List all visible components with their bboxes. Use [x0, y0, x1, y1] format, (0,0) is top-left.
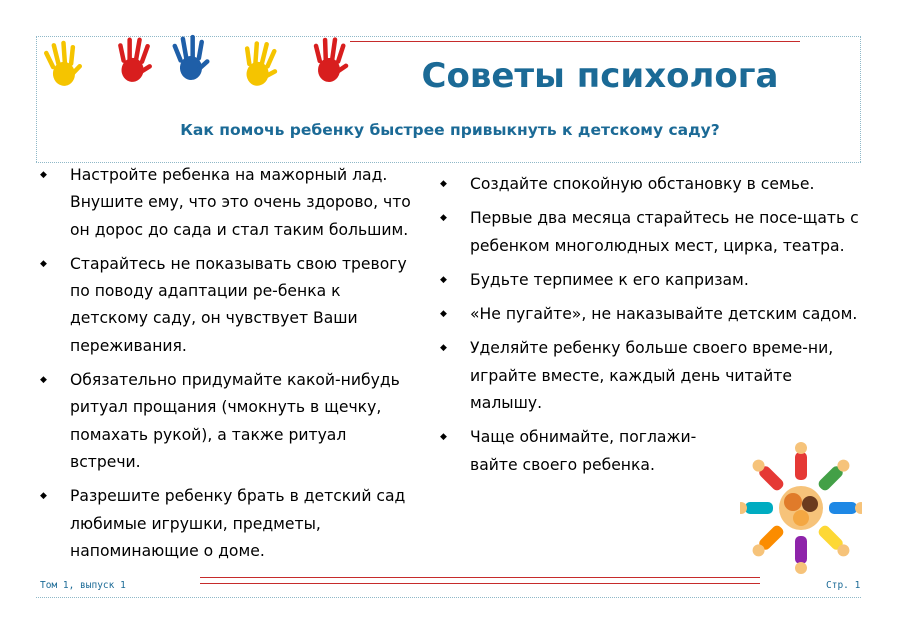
handprint-icon: [238, 38, 283, 89]
list-item: ◆ Первые два месяца старайтесь не посе-щать с ребенком многолюдных мест, цирка, театра.: [438, 205, 868, 260]
handprint-icon: [42, 38, 85, 88]
handprint-icon: [114, 35, 156, 84]
list-item: ◆ Настройте ребенка на мажорный лад. Внушите ему, что это очень здорово, что он дорос до сада и стал таким большим.: [38, 162, 418, 244]
bullet-diamond-icon: ◆: [440, 343, 447, 354]
frame-right-border: [860, 36, 861, 162]
bullet-diamond-icon: ◆: [440, 213, 447, 224]
kids-circle-icon: [740, 436, 862, 574]
bullet-diamond-icon: ◆: [440, 432, 447, 443]
bullet-diamond-icon: ◆: [40, 375, 47, 386]
list-item: ◆ «Не пугайте», не наказывайте детским садом.: [438, 301, 868, 328]
list-item: ◆ Уделяйте ребенку больше своего време-ни, играйте вместе, каждый день читайте малышу.: [438, 335, 868, 417]
left-advice-list: [38, 162, 418, 572]
header-red-rule: [350, 41, 800, 42]
handprint-icon: [171, 34, 211, 82]
bullet-diamond-icon: ◆: [40, 491, 47, 502]
frame-bottom-border: [36, 597, 861, 598]
list-item: ◆ Разрешите ребенку брать в детский сад любимые игрушки, предметы, напоминающие о доме.: [38, 483, 418, 565]
footer-red-rule-1: [200, 577, 760, 578]
bullet-diamond-icon: ◆: [440, 274, 447, 285]
frame-left-border: [36, 36, 37, 162]
handprints-decoration: [38, 30, 368, 92]
list-item: ◆ Будьте терпимее к его капризам.: [438, 267, 868, 294]
bullet-diamond-icon: ◆: [40, 258, 47, 269]
page-subtitle: Как помочь ребенку быстрее привыкнуть к детскому саду?: [180, 121, 720, 139]
bullet-diamond-icon: ◆: [440, 309, 447, 320]
footer-volume: Том 1, выпуск 1: [40, 580, 126, 591]
page-title: Советы психолога: [421, 56, 779, 96]
handprint-icon: [311, 36, 351, 84]
footer-red-rule-2: [200, 583, 760, 584]
bullet-diamond-icon: ◆: [440, 179, 447, 189]
list-item: ◆ Создайте спокойную обстановку в семье.: [438, 171, 868, 198]
list-item: ◆ Чаще обнимайте, поглажи-вайте своего ребенка.: [438, 424, 868, 479]
bullet-diamond-icon: ◆: [40, 170, 47, 180]
footer-page-number: Стр. 1: [826, 580, 861, 591]
list-item: ◆ Старайтесь не показывать свою тревогу по поводу адаптации ре-бенка к детскому саду, он чувствует Ваши переживания.: [38, 251, 418, 360]
list-item: ◆ Обязательно придумайте какой-нибудь ритуал прощания (чмокнуть в щечку, помахать рукой), а также ритуал встречи.: [38, 367, 418, 476]
